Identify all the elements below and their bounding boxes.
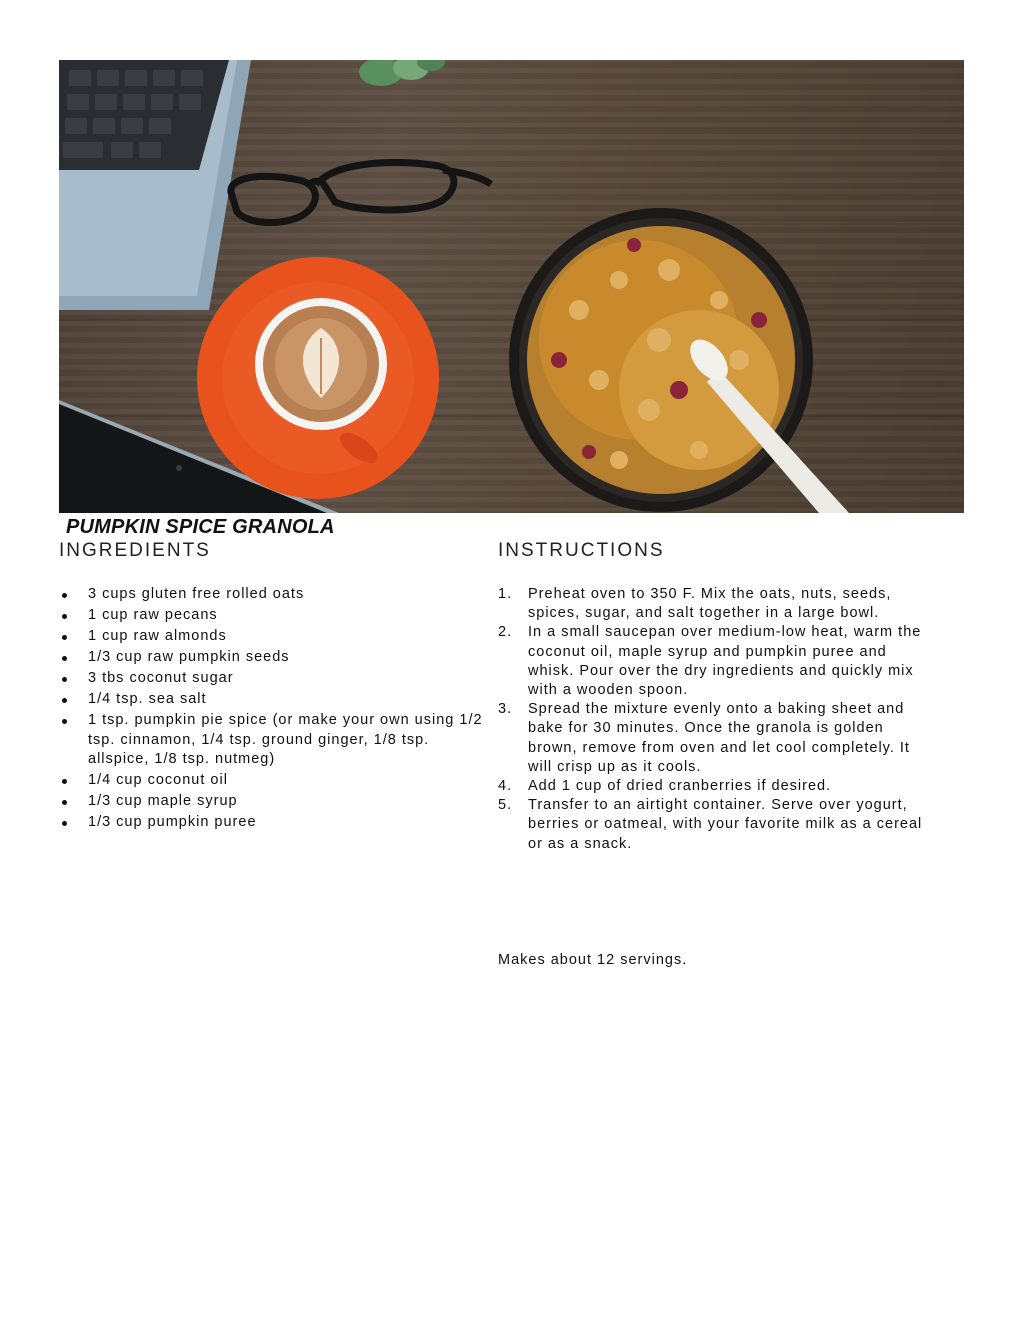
granola-bowl-illustration [509, 208, 849, 513]
plant-illustration [359, 60, 445, 86]
ingredient-item: 1 cup raw almonds [59, 627, 484, 647]
instruction-step [498, 585, 930, 623]
ingredient-item: 1/3 cup raw pumpkin seeds [59, 648, 484, 668]
laptop-illustration [59, 60, 251, 310]
ingredient-item: 3 cups gluten free rolled oats [59, 585, 484, 605]
coffee-cup-illustration [197, 257, 439, 499]
servings-note: Makes about 12 servings. [498, 952, 688, 968]
step-text: Transfer to an airtight container. Serve over yogurt, berries or oatmeal, with your favorite milk as a cereal or as a snack. [528, 797, 923, 852]
ingredient-item: 1/4 tsp. sea salt [59, 690, 484, 710]
step-number: 5. [498, 797, 513, 814]
instructions-heading: INSTRUCTIONS [498, 540, 665, 561]
instructions-list [498, 585, 930, 854]
hero-illustration [59, 60, 964, 513]
glasses-illustration [231, 162, 491, 222]
ingredient-item: 1/4 cup coconut oil [59, 771, 484, 791]
step-number: 2. [498, 624, 513, 641]
step-number: 3. [498, 701, 513, 718]
step-text: Spread the mixture evenly onto a baking sheet and bake for 30 minutes. Once the granola is golden brown, remove from oven and let cool completely. It will crisp up as it cools. [528, 701, 910, 775]
ingredient-item: 3 tbs coconut sugar [59, 669, 484, 689]
ingredient-item: 1 tsp. pumpkin pie spice (or make your own using 1/2 tsp. cinnamon, 1/4 tsp. ground ginger, 1/8 tsp. allspice, 1/8 tsp. nutmeg) [59, 711, 484, 770]
step-text: Add 1 cup of dried cranberries if desired. [528, 778, 832, 795]
step-text: In a small saucepan over medium-low heat, warm the coconut oil, maple syrup and pumpkin puree and whisk. Pour over the dry ingredients and quickly mix with a wooden spoon. [528, 624, 922, 699]
step-number: 4. [498, 778, 513, 795]
step-text: Preheat oven to 350 F. Mix the oats, nuts, seeds, spices, sugar, and salt together in a large bowl. [528, 586, 892, 622]
ingredient-item: 1/3 cup pumpkin puree [59, 813, 484, 833]
ingredients-list [59, 585, 484, 834]
instruction-step [498, 777, 930, 796]
ingredient-item: 1 cup raw pecans [59, 606, 484, 626]
recipe-title: PUMPKIN SPICE GRANOLA [66, 516, 335, 538]
instruction-step [498, 796, 930, 854]
instruction-step [498, 623, 930, 700]
hero-photo [59, 60, 964, 513]
step-number: 1. [498, 586, 513, 602]
instruction-step [498, 700, 930, 777]
ingredients-heading: INGREDIENTS [59, 540, 211, 561]
ingredient-item: 1/3 cup maple syrup [59, 792, 484, 812]
